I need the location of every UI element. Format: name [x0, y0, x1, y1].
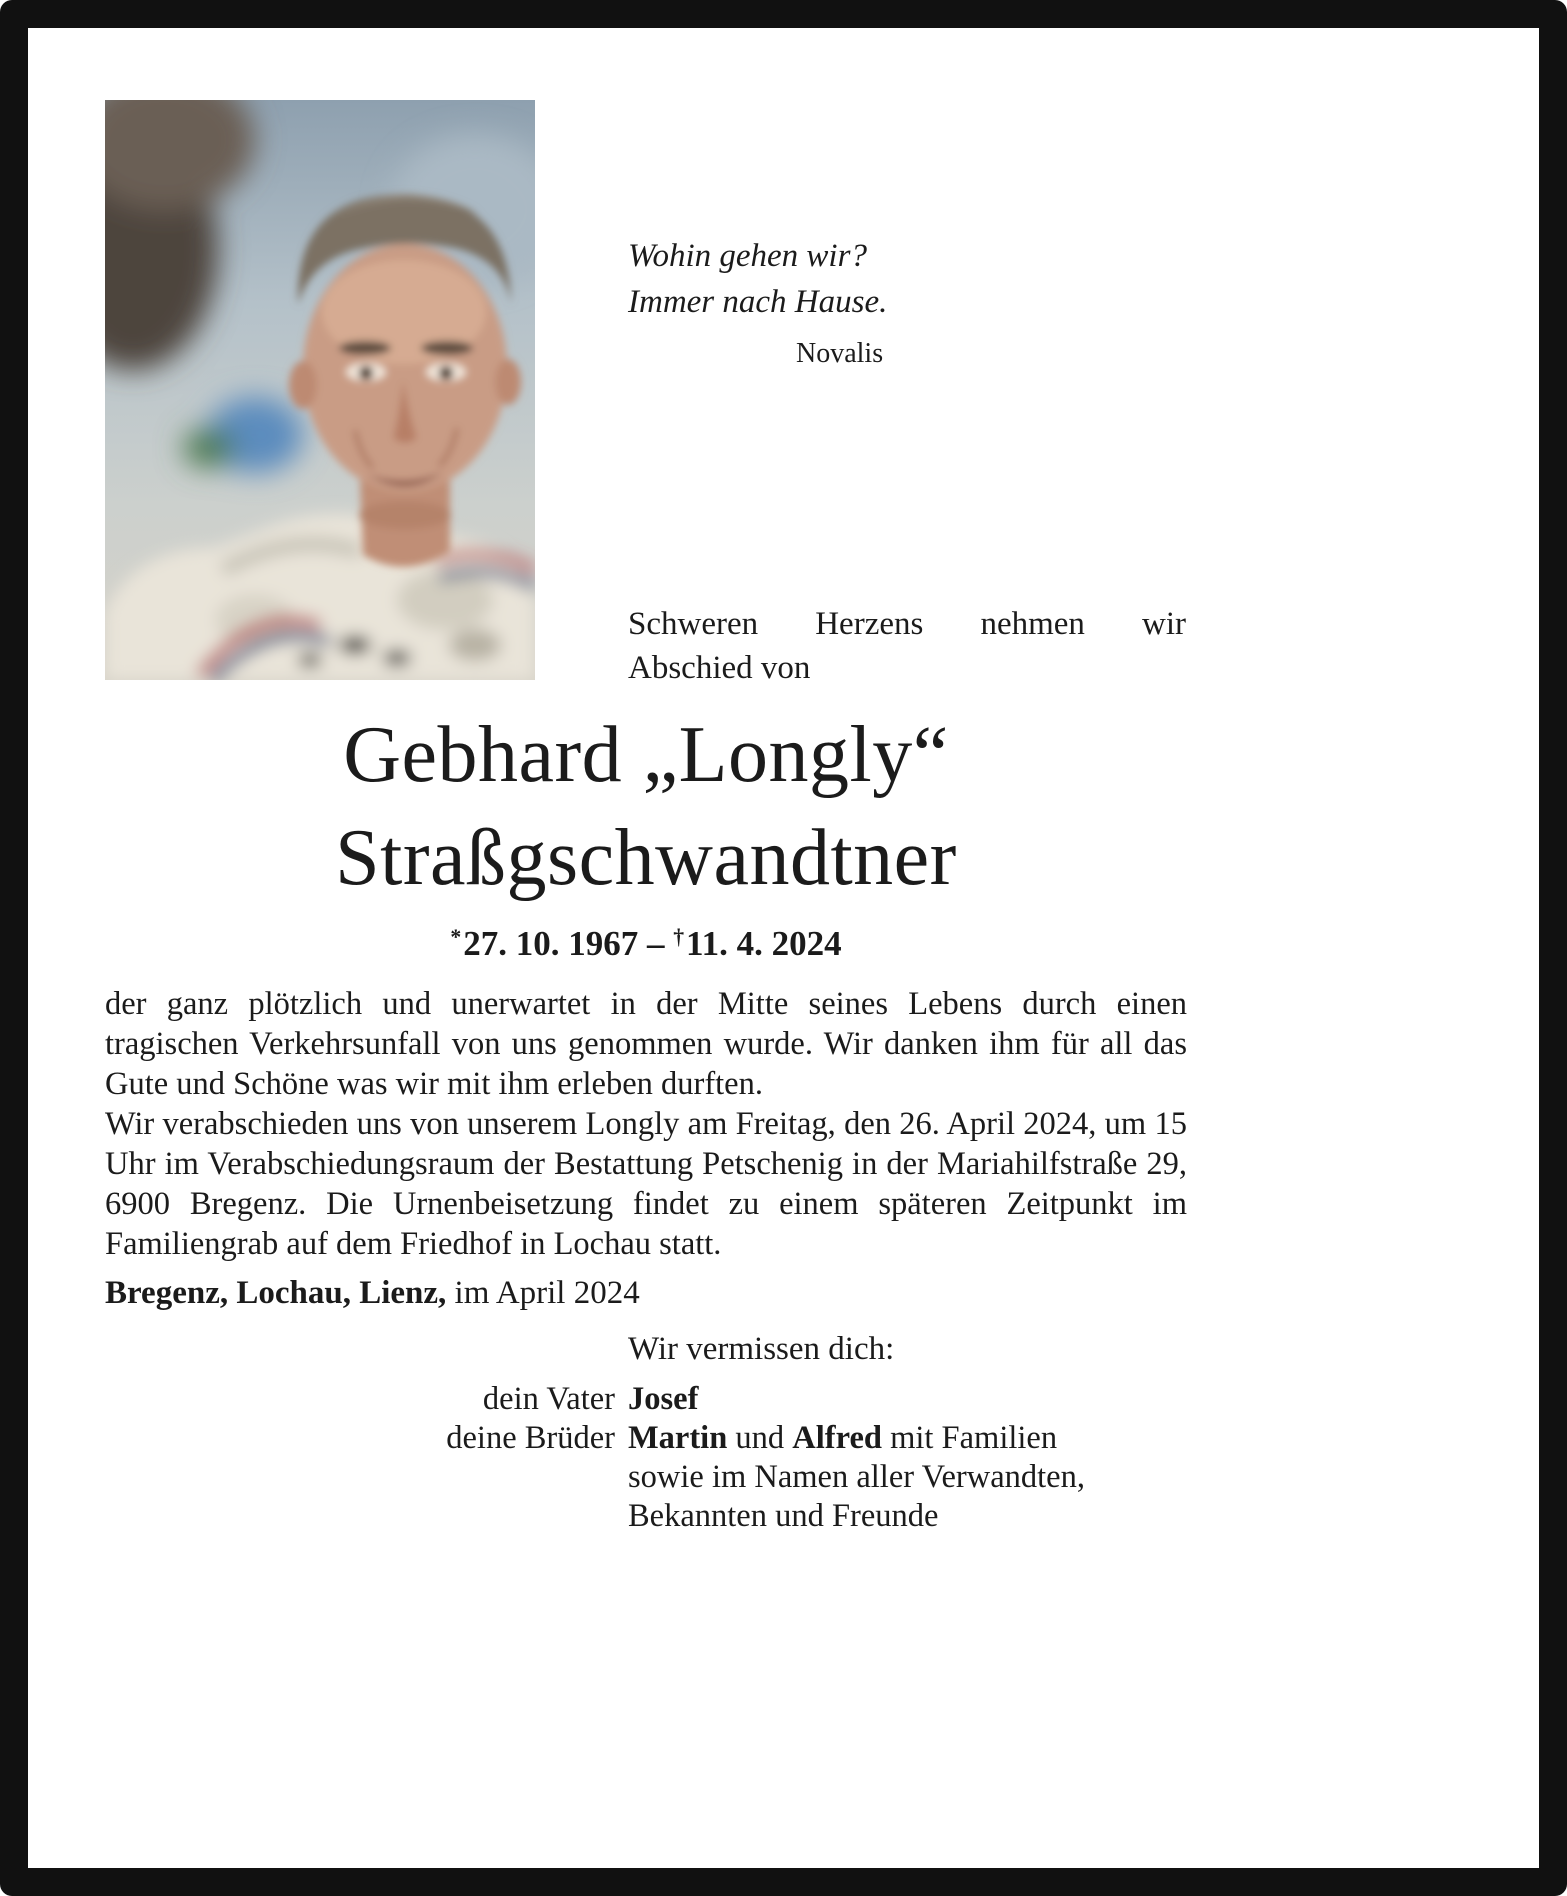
obituary-paragraph-1: der ganz plötzlich und unerwartet in der Mitte seines Lebens durch einen tragischen Verkehrsunfall von uns genommen wurde. Wir danken ihm für all das Gute und Schöne was wir mit ihm erleben durften.	[105, 986, 1187, 1102]
quote-line-1: Wohin gehen wir?	[628, 238, 867, 274]
life-dates	[105, 924, 1187, 964]
farewell-intro-line-2: Abschied von	[628, 650, 811, 687]
death-date: 11. 4. 2024	[686, 924, 842, 963]
obituary-content	[28, 28, 1539, 1868]
mourner-names	[628, 1419, 1187, 1458]
mourner-relation: deine Brüder	[446, 1420, 615, 1456]
mourners-closing-line-2: Bekannten und Freunde	[628, 1498, 939, 1534]
deceased-name	[105, 704, 1187, 910]
deceased-name-line-1: Gebhard „Longly“	[343, 711, 949, 799]
mourner-name: Martin	[628, 1420, 728, 1456]
obituary-paragraph-2: Wir verabschieden uns von unserem Longly am Freitag, den 26. April 2024, um 15 Uhr im Verabschiedungsraum der Bestattung Petschenig in der Mariahilfstraße 29, 6900 Bregenz. Die Urnenbeisetzung findet zu einem späteren Zeitpunkt im Familiengrab auf dem Friedhof in Lochau statt.	[105, 1106, 1187, 1262]
mourner-relation	[105, 1497, 615, 1536]
mourner-suffix: mit Familien	[881, 1420, 1058, 1456]
mourner-relation	[105, 1458, 615, 1497]
mourner-names	[628, 1380, 1187, 1419]
location-date: im April 2024	[454, 1275, 640, 1311]
portrait-photo	[105, 100, 535, 680]
born-asterisk-icon: *	[450, 924, 462, 949]
location-date-line	[105, 1275, 640, 1312]
farewell-intro-line-1: Schweren Herzens nehmen wir	[628, 606, 1186, 642]
portrait-photo-illustration	[105, 100, 535, 680]
died-cross-icon: †	[673, 924, 685, 949]
quote-line-2: Immer nach Hause.	[628, 283, 888, 320]
location-places: Bregenz, Lochau, Lienz,	[105, 1275, 447, 1311]
quote-attribution: Novalis	[796, 338, 884, 370]
dates-separator: –	[646, 924, 665, 963]
birth-date: 27. 10. 1967	[463, 924, 639, 963]
mourner-conjunction: und	[727, 1420, 793, 1456]
obituary-body	[105, 984, 1187, 1264]
mourner-name: Josef	[628, 1381, 699, 1417]
mourners-list	[105, 1380, 1187, 1536]
mourner-name: Alfred	[792, 1420, 882, 1456]
quote-block	[628, 234, 887, 374]
deceased-name-line-2: Straßgschwandtner	[335, 814, 957, 902]
mourners-closing-line-1: sowie im Namen aller Verwandten,	[628, 1459, 1085, 1495]
mourner-relation: dein Vater	[482, 1381, 615, 1417]
farewell-heading: Wir vermissen dich:	[628, 1331, 895, 1367]
farewell-intro	[628, 602, 1186, 690]
